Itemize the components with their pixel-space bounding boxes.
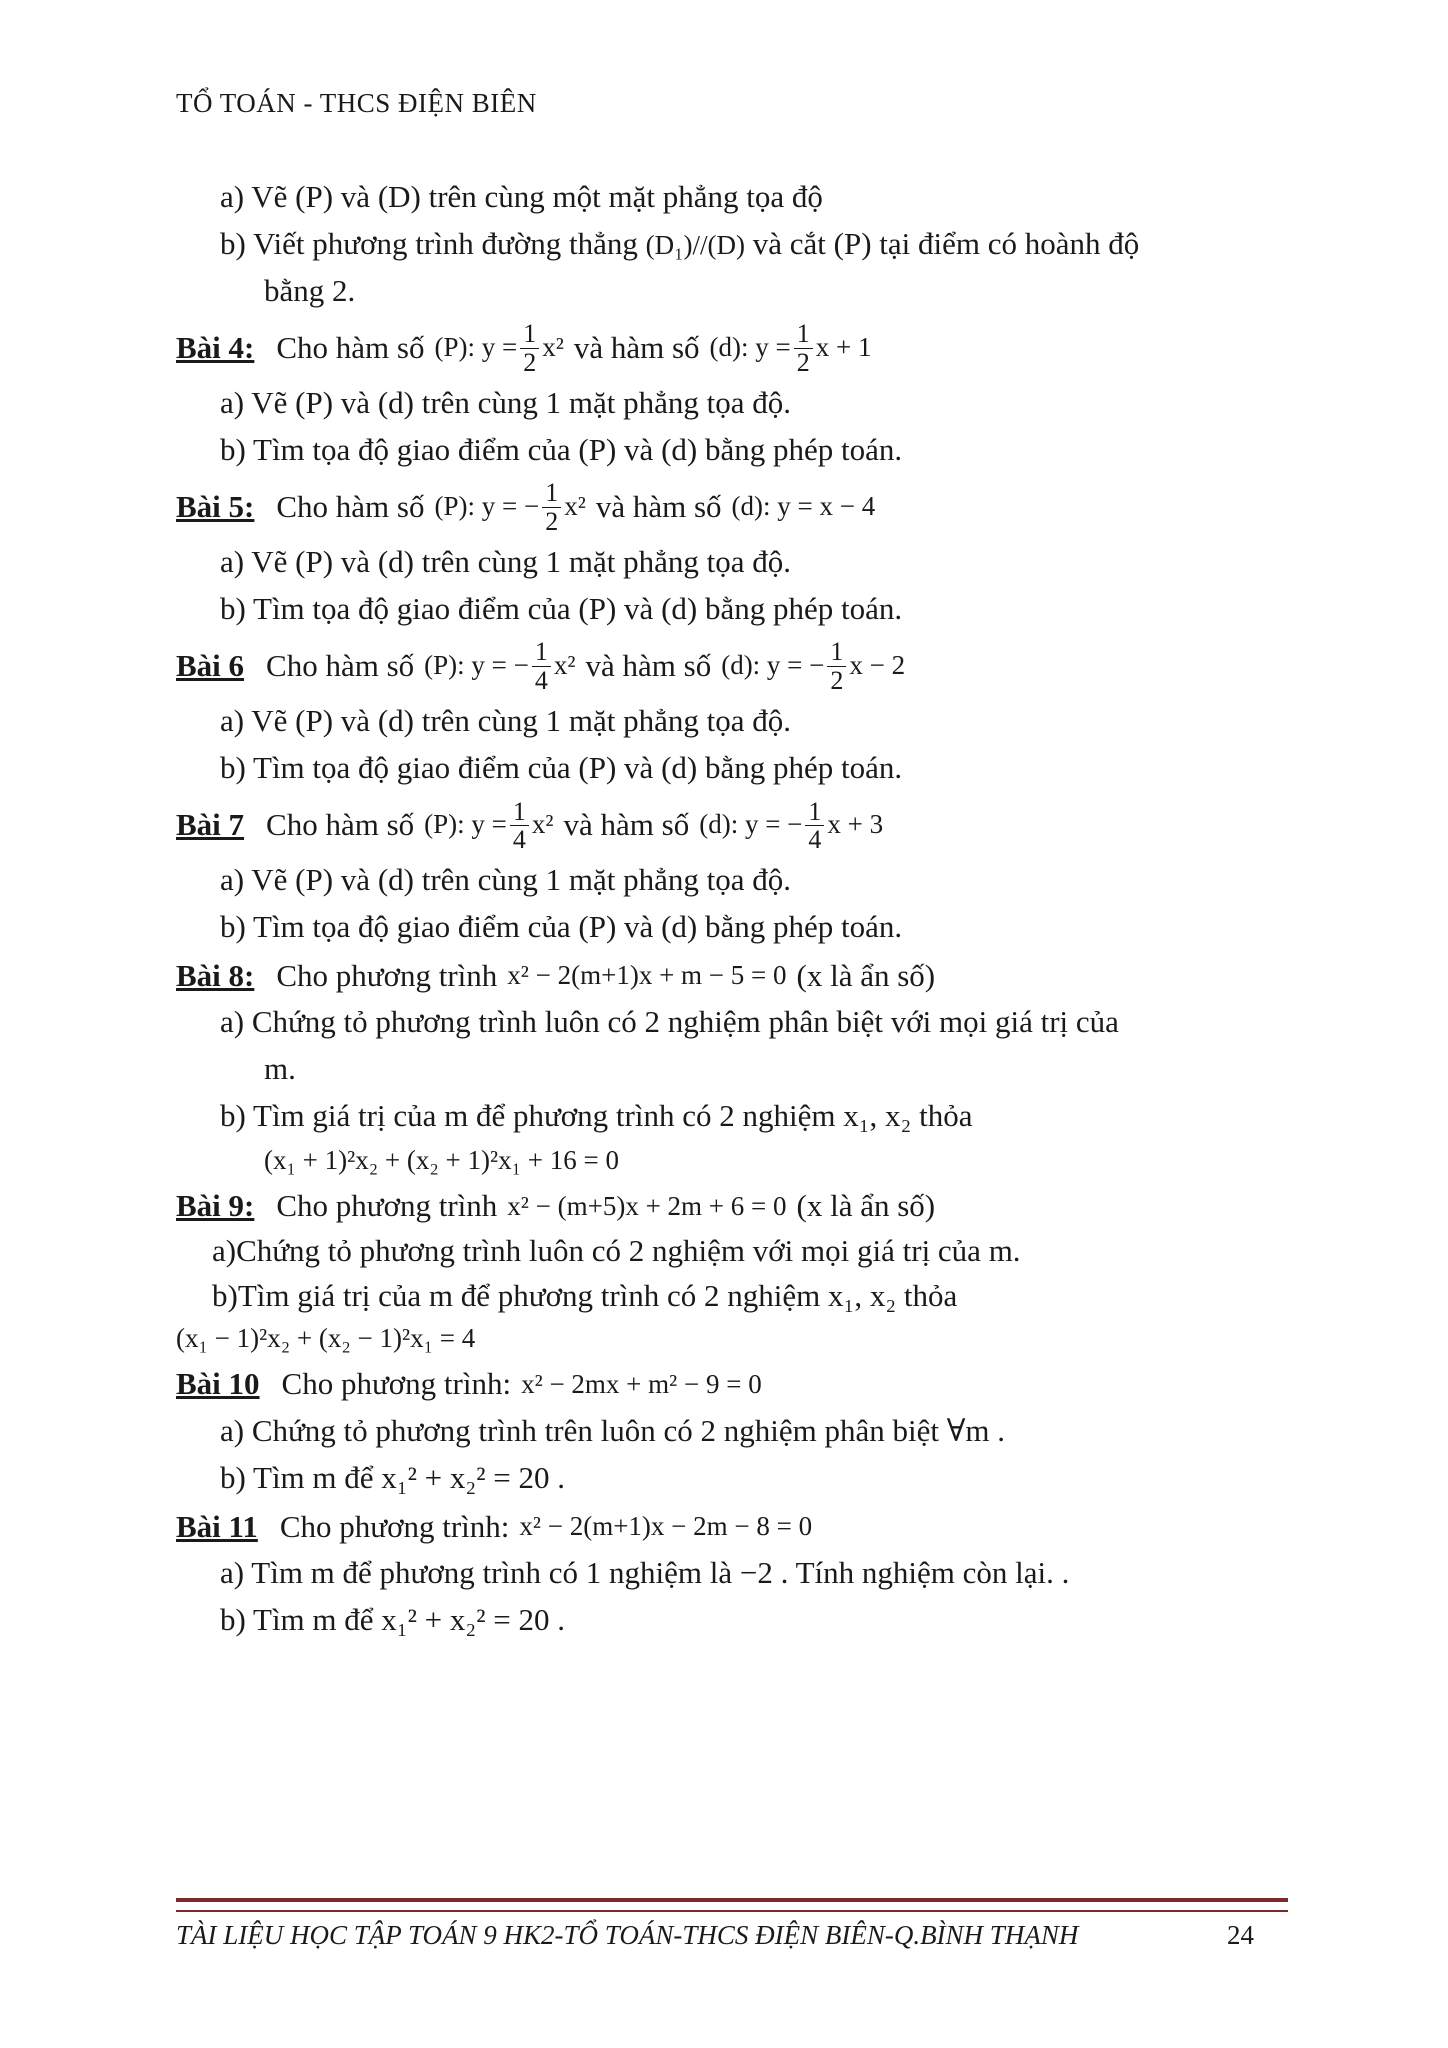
bai6-p-num: 1 bbox=[532, 638, 551, 666]
top-item-b-cont: bằng 2. bbox=[264, 272, 356, 308]
page-header: TỔ TOÁN - THCS ĐIỆN BIÊN bbox=[176, 88, 537, 118]
bai6-item-a: a) Vẽ (P) và (d) trên cùng 1 mặt phẳng tọa độ. bbox=[220, 703, 792, 739]
bai4-d-post: x + 1 bbox=[815, 332, 872, 363]
bai8-condition: (x₁ + 1)²x₂ + (x₂ + 1)²x₁ + 16 = 0 bbox=[264, 1144, 619, 1175]
bai11-title bbox=[176, 1508, 1288, 1547]
bai9-cho: Cho phương trình bbox=[276, 1188, 498, 1224]
bai5-cho: Cho hàm số bbox=[276, 488, 425, 524]
bai10-item-b: b) Tìm m để x₁² + x₂² = 20 . bbox=[220, 1459, 565, 1495]
bai4-d-frac bbox=[794, 320, 813, 376]
bai7-d-den: 4 bbox=[808, 824, 822, 854]
bai6-p-den: 4 bbox=[534, 665, 548, 695]
page-number: 24 bbox=[1227, 1920, 1254, 1950]
bai9-eq: x² − (m+5)x + 2m + 6 = 0 bbox=[507, 1190, 787, 1221]
bai6-va: và hàm số bbox=[585, 647, 712, 683]
bai8-eq: x² − 2(m+1)x + m − 5 = 0 bbox=[507, 960, 787, 991]
bai7-label: Bài 7 bbox=[176, 806, 245, 842]
bai7-va: và hàm số bbox=[563, 806, 690, 842]
bai5-p-den: 2 bbox=[545, 506, 559, 536]
bai7-p-pre: (P): y = bbox=[424, 809, 507, 840]
bai8-item-a: a) Chứng tỏ phương trình luôn có 2 nghiệm phân biệt với mọi giá trị của bbox=[220, 1004, 1119, 1040]
bai9-label: Bài 9: bbox=[176, 1188, 255, 1224]
bai7-p-frac bbox=[510, 798, 529, 854]
bai6-p-frac bbox=[532, 638, 551, 694]
top-item-b-math: (D₁)//(D) bbox=[645, 229, 745, 260]
bai6-cho: Cho hàm số bbox=[266, 647, 415, 683]
page-footer bbox=[176, 1920, 1288, 1951]
bai8-cho: Cho phương trình bbox=[276, 957, 498, 993]
top-item-b bbox=[176, 225, 1288, 264]
bai5-va: và hàm số bbox=[595, 488, 722, 524]
top-item-a: a) Vẽ (P) và (D) trên cùng một mặt phẳng tọa độ bbox=[220, 179, 823, 214]
bai10-label: Bài 10 bbox=[176, 1366, 260, 1402]
bai11-cho: Cho phương trình: bbox=[279, 1508, 510, 1544]
bai9-item-b: b)Tìm giá trị của m để phương trình có 2 nghiệm x₁, x₂ thỏa bbox=[212, 1277, 958, 1313]
bai10-title bbox=[176, 1365, 1288, 1404]
bai6-item-b: b) Tìm tọa độ giao điểm của (P) và (d) bằng phép toán. bbox=[220, 749, 903, 785]
bai9-item-a: a)Chứng tỏ phương trình luôn có 2 nghiệm với mọi giá trị của m. bbox=[212, 1233, 1021, 1269]
bai10-cho: Cho phương trình: bbox=[281, 1366, 512, 1402]
bai8-title bbox=[176, 957, 1288, 996]
bai10-eq: x² − 2mx + m² − 9 = 0 bbox=[521, 1368, 762, 1399]
bai4-item-b: b) Tìm tọa độ giao điểm của (P) và (d) bằng phép toán. bbox=[220, 431, 903, 467]
bai7-title bbox=[176, 798, 1288, 854]
bai6-label: Bài 6 bbox=[176, 647, 245, 683]
bai5-d: (d): y = x − 4 bbox=[731, 491, 876, 522]
bai5-title bbox=[176, 479, 1288, 535]
bai4-p-post: x² bbox=[542, 332, 564, 363]
bai6-title bbox=[176, 638, 1288, 694]
bai10-item-a: a) Chứng tỏ phương trình trên luôn có 2 nghiệm phân biệt ∀m . bbox=[220, 1413, 1006, 1449]
bai9-condition: (x₁ − 1)²x₂ + (x₂ − 1)²x₁ = 4 bbox=[176, 1322, 476, 1353]
bai4-item-a: a) Vẽ (P) và (d) trên cùng 1 mặt phẳng tọa độ. bbox=[220, 384, 792, 420]
bai7-item-b: b) Tìm tọa độ giao điểm của (P) và (d) bằng phép toán. bbox=[220, 908, 903, 944]
footer-text: TÀI LIỆU HỌC TẬP TOÁN 9 HK2-TỔ TOÁN-THCS ĐIỆN BIÊN-Q.BÌNH THẠNH bbox=[176, 1920, 1079, 1950]
bai8-item-a-cont: m. bbox=[264, 1051, 296, 1087]
bai11-item-b: b) Tìm m để x₁² + x₂² = 20 . bbox=[220, 1602, 565, 1638]
bai6-d-num: 1 bbox=[827, 638, 846, 666]
bai6-d-pre: (d): y = − bbox=[721, 650, 825, 681]
bai11-label: Bài 11 bbox=[176, 1508, 258, 1544]
bai6-d-den: 2 bbox=[830, 665, 844, 695]
bai4-p-frac bbox=[520, 320, 539, 376]
bai5-p-post: x² bbox=[564, 491, 586, 522]
bai7-cho: Cho hàm số bbox=[266, 806, 415, 842]
bai5-label: Bài 5: bbox=[176, 488, 255, 524]
bai6-d-post: x − 2 bbox=[849, 650, 906, 681]
bai4-d-num: 1 bbox=[794, 320, 813, 348]
bai5-p-pre: (P): y = − bbox=[434, 491, 540, 522]
bai8-item-b: b) Tìm giá trị của m để phương trình có 2 nghiệm x₁, x₂ thỏa bbox=[220, 1097, 973, 1133]
bai5-item-a: a) Vẽ (P) và (d) trên cùng 1 mặt phẳng tọa độ. bbox=[220, 543, 792, 579]
bai8-label: Bài 8: bbox=[176, 957, 255, 993]
bai11-eq: x² − 2(m+1)x − 2m − 8 = 0 bbox=[519, 1511, 813, 1542]
bai4-title bbox=[176, 320, 1288, 376]
bai11-item-a: a) Tìm m để phương trình có 1 nghiệm là −2 . Tính nghiệm còn lại. . bbox=[220, 1555, 1070, 1591]
bai7-item-a: a) Vẽ (P) và (d) trên cùng 1 mặt phẳng tọa độ. bbox=[220, 862, 792, 898]
bai5-item-b: b) Tìm tọa độ giao điểm của (P) và (d) bằng phép toán. bbox=[220, 590, 903, 626]
bai6-p-pre: (P): y = − bbox=[424, 650, 529, 681]
bai4-p-pre: (P): y = bbox=[434, 332, 518, 363]
bai4-p-num: 1 bbox=[520, 320, 539, 348]
top-item-b-pre: b) Viết phương trình đường thẳng bbox=[220, 225, 638, 261]
bai7-d-num: 1 bbox=[805, 798, 824, 826]
bai4-label: Bài 4: bbox=[176, 329, 255, 365]
bai8-x-an: (x là ẩn số) bbox=[796, 957, 936, 993]
bai4-va: và hàm số bbox=[573, 329, 700, 365]
bai9-title bbox=[176, 1187, 1288, 1226]
bai4-cho: Cho hàm số bbox=[276, 329, 425, 365]
bai7-d-post: x + 3 bbox=[827, 809, 884, 840]
content bbox=[176, 170, 1288, 1648]
bai6-p-post: x² bbox=[553, 650, 576, 681]
bai9-x-an: (x là ẩn số) bbox=[796, 1188, 936, 1224]
bai4-d-pre: (d): y = bbox=[709, 332, 791, 363]
bai6-d-frac bbox=[827, 638, 846, 694]
bai4-d-den: 2 bbox=[796, 347, 810, 377]
bai5-p-num: 1 bbox=[542, 479, 561, 507]
footer-rule bbox=[176, 1898, 1288, 1912]
top-item-b-post: và cắt (P) tại điểm có hoành độ bbox=[752, 225, 1140, 261]
bai5-p-frac bbox=[542, 479, 561, 535]
bai4-p-den: 2 bbox=[523, 347, 537, 377]
bai7-p-num: 1 bbox=[510, 798, 529, 826]
bai7-p-post: x² bbox=[531, 809, 554, 840]
bai7-p-den: 4 bbox=[512, 824, 526, 854]
bai7-d-frac bbox=[805, 798, 824, 854]
bai7-d-pre: (d): y = − bbox=[699, 809, 803, 840]
